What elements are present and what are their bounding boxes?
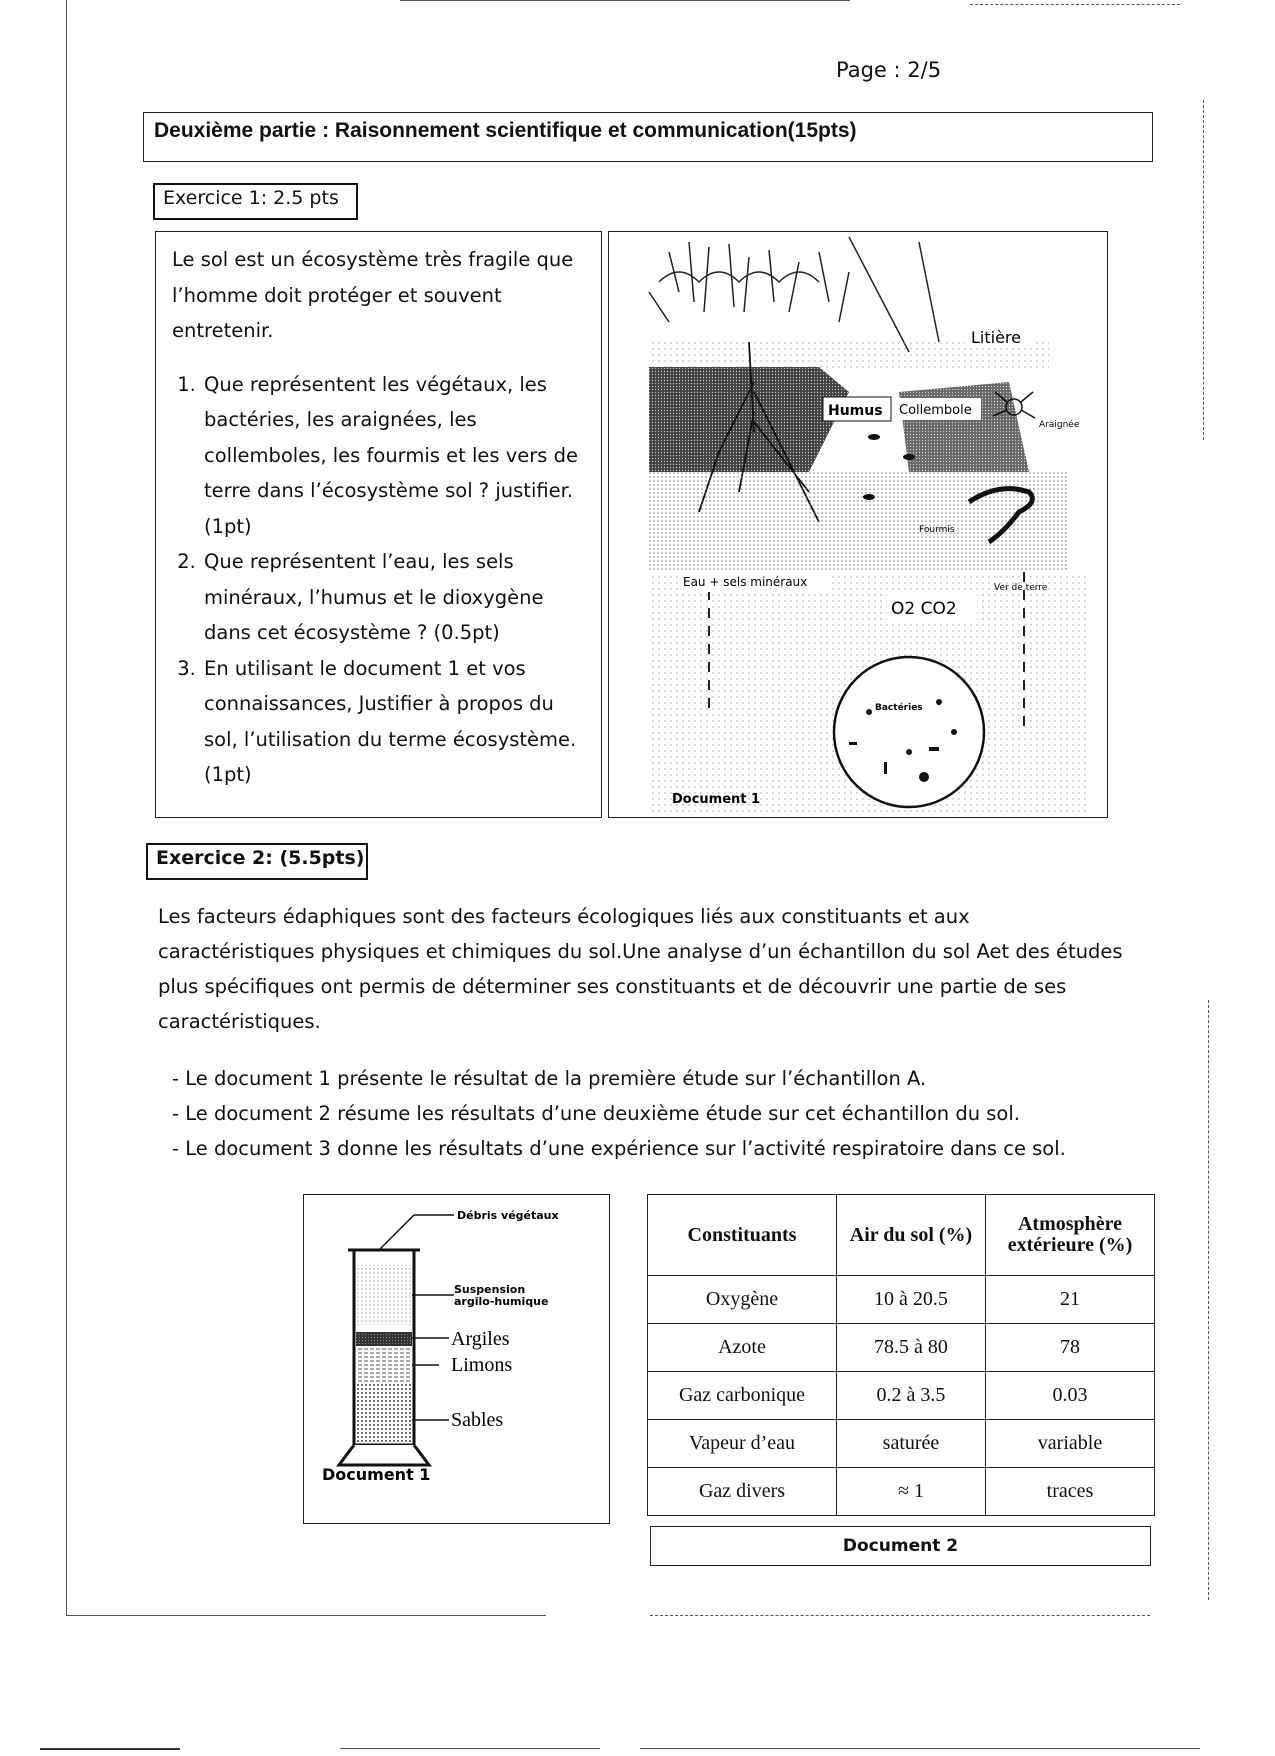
scan-line-top-right <box>970 4 1180 5</box>
label-collembole: Collembole <box>899 403 972 418</box>
table-cell: Gaz divers <box>648 1468 837 1516</box>
table-row <box>648 1372 1155 1420</box>
soil-ecosystem-figure <box>608 231 1108 818</box>
label-gas: O2 CO2 <box>891 599 957 619</box>
doc2-caption: Document 2 <box>650 1526 1151 1566</box>
section-header <box>143 112 1153 162</box>
table-cell: 10 à 20.5 <box>837 1276 986 1324</box>
label-debris: Débris végétaux <box>457 1209 559 1222</box>
page-bottom-border-2 <box>650 1615 1150 1616</box>
question-3: 3. En utilisant le document 1 et vos connaissances, Justifier à propos du sol, l’utilisation du terme écosystème.(1pt) <box>202 651 585 793</box>
bullet-2: - Le document 2 résume les résultats d’une deuxième étude sur cet échantillon du sol. <box>172 1102 1020 1125</box>
table-cell: 78 <box>986 1324 1155 1372</box>
label-litiere: Litière <box>971 328 1021 347</box>
label-fourmis: Fourmis <box>919 525 955 535</box>
label-eau: Eau + sels minéraux <box>683 575 808 589</box>
soil-ecosystem-illustration <box>609 232 1108 818</box>
label-suspension-1: Suspension <box>454 1283 526 1296</box>
exercise1-label: Exercice 1: 2.5 pts <box>153 183 358 220</box>
exercise2-label: Exercice 2: (5.5pts) <box>146 843 368 880</box>
section-title: Deuxième partie : Raisonnement scientifique et communication(15pts) <box>154 119 857 142</box>
page-right-border-2 <box>1208 1000 1209 1600</box>
vegetation <box>649 237 939 352</box>
table-cell: 0.03 <box>986 1372 1155 1420</box>
label-sables: Sables <box>451 1409 504 1431</box>
question-2: 2. Que représentent l’eau, les sels minéraux, l’humus et le dioxygène dans cet écosystème ? (0.5pt) <box>202 544 585 651</box>
bullet-1: - Le document 1 présente le résultat de la première étude sur l’échantillon A. <box>172 1067 927 1090</box>
table-header-row <box>648 1195 1155 1276</box>
table-cell: ≈ 1 <box>837 1468 986 1516</box>
bacteria-magnifier <box>834 657 984 807</box>
sedimentation-tube-illustration <box>304 1195 611 1525</box>
label-humus: Humus <box>828 403 883 419</box>
page-left-border <box>66 0 67 1616</box>
table-cell: 0.2 à 3.5 <box>837 1372 986 1420</box>
exercise1-intro: Le sol est un écosystème très fragile que l’homme doit protéger et souvent entretenir. <box>172 248 574 342</box>
table-cell: 78.5 à 80 <box>837 1324 986 1372</box>
header-constituants: Constituants <box>648 1195 837 1276</box>
label-limons: Limons <box>451 1354 513 1376</box>
exercise1-text-box <box>155 231 602 818</box>
exercise1-questions <box>172 367 585 793</box>
label-ver: Ver de terre <box>994 583 1048 593</box>
page-bottom-border <box>66 1615 546 1616</box>
header-air-du-sol: Air du sol (%) <box>837 1195 986 1276</box>
page-number: Page : 2/5 <box>836 58 942 82</box>
header-atmosphere: Atmosphère extérieure (%) <box>986 1195 1155 1276</box>
doc2-table <box>647 1194 1155 1516</box>
table-row <box>648 1468 1155 1516</box>
humus-zone <box>649 367 849 472</box>
bullet-3: - Le document 3 donne les résultats d’une expérience sur l’activité respiratoire dans ce sol. <box>172 1137 1066 1160</box>
table-cell: Gaz carbonique <box>648 1372 837 1420</box>
table-cell: variable <box>986 1420 1155 1468</box>
question-1: 1. Que représentent les végétaux, les bactéries, les araignées, les collemboles, les fourmis et les vers de terre dans l’écosystème sol ? justifier. (1pt) <box>202 367 585 545</box>
doc1-sedimentation-figure <box>303 1194 610 1524</box>
table-cell: Vapeur d’eau <box>648 1420 837 1468</box>
table-row <box>648 1276 1155 1324</box>
table-row <box>648 1324 1155 1372</box>
scan-line-bottom-3 <box>640 1748 1200 1749</box>
scan-line-bottom <box>40 1748 180 1750</box>
label-araignee: Araignée <box>1039 420 1080 430</box>
figure-caption: Document 1 <box>672 792 761 807</box>
doc1-caption: Document 1 <box>322 1465 431 1484</box>
exercise2-intro <box>158 899 1128 1039</box>
table-cell: traces <box>986 1468 1155 1516</box>
page-right-border <box>1203 100 1204 440</box>
exercise2-bullets <box>172 1061 1132 1166</box>
table-cell: 21 <box>986 1276 1155 1324</box>
exercise2-intro-text: Les facteurs édaphiques sont des facteurs écologiques liés aux constituants et aux caractéristiques physiques et chimiques du sol.Une analyse d’un échantillon du sol Aet des études plus spécifiques ont permis de déterminer ses constituants et de découvrir une partie de ses caractéristiques. <box>158 905 1123 1033</box>
table-row <box>648 1420 1155 1468</box>
table-cell: saturée <box>837 1420 986 1468</box>
table-cell: Oxygène <box>648 1276 837 1324</box>
scan-line-top <box>400 0 850 1</box>
label-argiles: Argiles <box>451 1328 510 1350</box>
label-suspension-2: argilo-humique <box>454 1295 549 1308</box>
table-cell: Azote <box>648 1324 837 1372</box>
label-bacteries: Bactéries <box>875 703 923 713</box>
scan-line-bottom-2 <box>340 1748 600 1749</box>
